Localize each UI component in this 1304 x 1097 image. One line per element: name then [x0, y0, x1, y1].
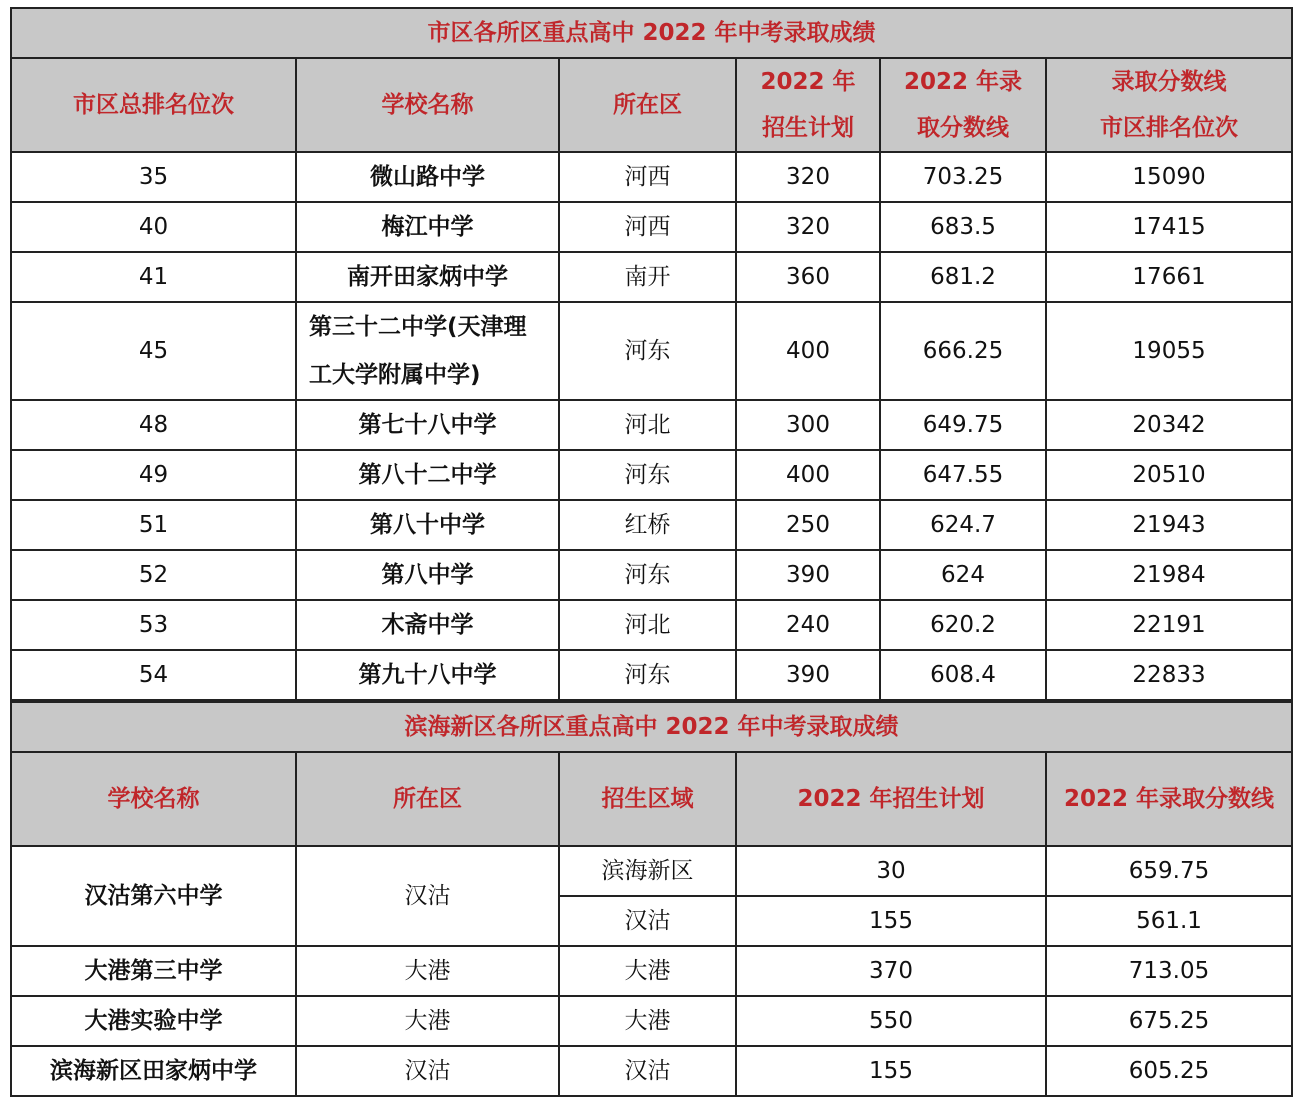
table1-cell: 第八十二中学 — [296, 450, 559, 500]
table2-cell-district: 汉沽 — [296, 846, 559, 946]
table-row — [11, 846, 1292, 896]
table1-cell: 17415 — [1046, 202, 1292, 252]
table1-cell: 21984 — [1046, 550, 1292, 600]
table2-cell-school: 滨海新区田家炳中学 — [11, 1046, 296, 1096]
table1-cell: 河西 — [559, 152, 736, 202]
table-row — [11, 996, 1292, 1046]
table1-cell: 703.25 — [880, 152, 1046, 202]
table2-cell-area: 大港 — [559, 996, 736, 1046]
table1-cell: 河东 — [559, 650, 736, 700]
table1-cell: 17661 — [1046, 252, 1292, 302]
header-line: 市区总排名位次 — [73, 92, 234, 118]
table2-cell-score: 605.25 — [1046, 1046, 1292, 1096]
table2-cell-plan: 550 — [736, 996, 1046, 1046]
header-line: 所在区 — [613, 92, 682, 118]
table1-cell: 第九十八中学 — [296, 650, 559, 700]
table2-cell-district: 大港 — [296, 996, 559, 1046]
table1-cell: 320 — [736, 202, 880, 252]
header-line: 招生计划 — [762, 115, 854, 141]
table1-cell: 第八十中学 — [296, 500, 559, 550]
table1-cell: 19055 — [1046, 302, 1292, 400]
table1-cell: 河东 — [559, 550, 736, 600]
table1-cell: 河北 — [559, 600, 736, 650]
table1-header-cell — [559, 58, 736, 152]
table-row — [11, 500, 1292, 550]
table1-cell: 第八中学 — [296, 550, 559, 600]
header-line: 市区排名位次 — [1100, 115, 1239, 141]
table1-cell: 木斋中学 — [296, 600, 559, 650]
table-row — [11, 202, 1292, 252]
table1-cell: 15090 — [1046, 152, 1292, 202]
table2-cell-score: 713.05 — [1046, 946, 1292, 996]
table2-cell-plan: 370 — [736, 946, 1046, 996]
table-row — [11, 252, 1292, 302]
table1-title: 市区各所区重点高中 2022 年中考录取成绩 — [11, 8, 1292, 58]
table1-cell: 52 — [11, 550, 296, 600]
table1-header-cell — [1046, 58, 1292, 152]
table1-cell: 360 — [736, 252, 880, 302]
table1-cell: 300 — [736, 400, 880, 450]
table2-cell-plan: 30 — [736, 846, 1046, 896]
table2-cell-school: 汉沽第六中学 — [11, 846, 296, 946]
table1-cell: 53 — [11, 600, 296, 650]
table1-cell: 620.2 — [880, 600, 1046, 650]
table1-cell: 河东 — [559, 450, 736, 500]
table2-cell-district: 大港 — [296, 946, 559, 996]
table1-header-cell — [296, 58, 559, 152]
table1-cell: 54 — [11, 650, 296, 700]
table1-cell: 河北 — [559, 400, 736, 450]
table1-cell: 666.25 — [880, 302, 1046, 400]
table1-cell: 250 — [736, 500, 880, 550]
table1-cell: 608.4 — [880, 650, 1046, 700]
table2-cell-area: 大港 — [559, 946, 736, 996]
table-row — [11, 600, 1292, 650]
table1-cell: 681.2 — [880, 252, 1046, 302]
header-line: 取分数线 — [917, 115, 1009, 141]
header-line: 2022 年录 — [903, 69, 1023, 95]
table1-cell: 240 — [736, 600, 880, 650]
table1-cell: 河西 — [559, 202, 736, 252]
table1-header-cell — [880, 58, 1046, 152]
table1-cell: 624.7 — [880, 500, 1046, 550]
table1-cell: 第三十二中学(天津理工大学附属中学) — [296, 302, 559, 400]
table1-cell: 第七十八中学 — [296, 400, 559, 450]
table2-cell-area: 汉沽 — [559, 1046, 736, 1096]
table2-cell-school: 大港第三中学 — [11, 946, 296, 996]
table-row — [11, 946, 1292, 996]
table2-cell-plan: 155 — [736, 1046, 1046, 1096]
table2-cell-plan: 155 — [736, 896, 1046, 946]
table1-cell: 20510 — [1046, 450, 1292, 500]
table2-header-cell: 学校名称 — [11, 752, 296, 846]
table1-cell: 河东 — [559, 302, 736, 400]
table-row — [11, 550, 1292, 600]
table1-cell: 南开田家炳中学 — [296, 252, 559, 302]
table1-cell: 21943 — [1046, 500, 1292, 550]
table1-cell: 51 — [11, 500, 296, 550]
table2-header-cell: 所在区 — [296, 752, 559, 846]
table1-cell: 320 — [736, 152, 880, 202]
table2-header-cell: 招生区域 — [559, 752, 736, 846]
table1-cell: 400 — [736, 450, 880, 500]
table1-cell: 梅江中学 — [296, 202, 559, 252]
table-row — [11, 450, 1292, 500]
table1-cell: 22191 — [1046, 600, 1292, 650]
table-row — [11, 650, 1292, 700]
header-line: 2022 年 — [760, 69, 856, 95]
table1-cell: 624 — [880, 550, 1046, 600]
table2-title: 滨海新区各所区重点高中 2022 年中考录取成绩 — [11, 702, 1292, 752]
binhai-schools-table — [10, 701, 1293, 1097]
table2-header-cell: 2022 年录取分数线 — [1046, 752, 1292, 846]
table-row — [11, 302, 1292, 400]
table1-header-cell — [736, 58, 880, 152]
table1-cell: 35 — [11, 152, 296, 202]
table1-cell: 649.75 — [880, 400, 1046, 450]
table1-header-cell — [11, 58, 296, 152]
table2-cell-score: 561.1 — [1046, 896, 1292, 946]
header-line: 录取分数线 — [1111, 69, 1227, 95]
table1-cell: 红桥 — [559, 500, 736, 550]
table1-cell: 683.5 — [880, 202, 1046, 252]
urban-schools-table — [10, 7, 1293, 701]
table1-cell: 微山路中学 — [296, 152, 559, 202]
table1-cell: 48 — [11, 400, 296, 450]
table2-cell-school: 大港实验中学 — [11, 996, 296, 1046]
table-row — [11, 152, 1292, 202]
table1-cell: 45 — [11, 302, 296, 400]
table2-cell-score: 659.75 — [1046, 846, 1292, 896]
table1-cell: 390 — [736, 550, 880, 600]
table-row — [11, 400, 1292, 450]
table1-cell: 49 — [11, 450, 296, 500]
table2-cell-score: 675.25 — [1046, 996, 1292, 1046]
table1-cell: 南开 — [559, 252, 736, 302]
score-tables — [10, 7, 1291, 1097]
table1-cell: 40 — [11, 202, 296, 252]
table1-cell: 390 — [736, 650, 880, 700]
header-line: 学校名称 — [381, 92, 474, 118]
table2-cell-area: 滨海新区 — [559, 846, 736, 896]
table1-cell: 20342 — [1046, 400, 1292, 450]
table2-cell-district: 汉沽 — [296, 1046, 559, 1096]
table1-cell: 41 — [11, 252, 296, 302]
table1-cell: 400 — [736, 302, 880, 400]
table-row — [11, 1046, 1292, 1096]
table1-cell: 647.55 — [880, 450, 1046, 500]
table2-header-cell: 2022 年招生计划 — [736, 752, 1046, 846]
table1-cell: 22833 — [1046, 650, 1292, 700]
table2-cell-area: 汉沽 — [559, 896, 736, 946]
